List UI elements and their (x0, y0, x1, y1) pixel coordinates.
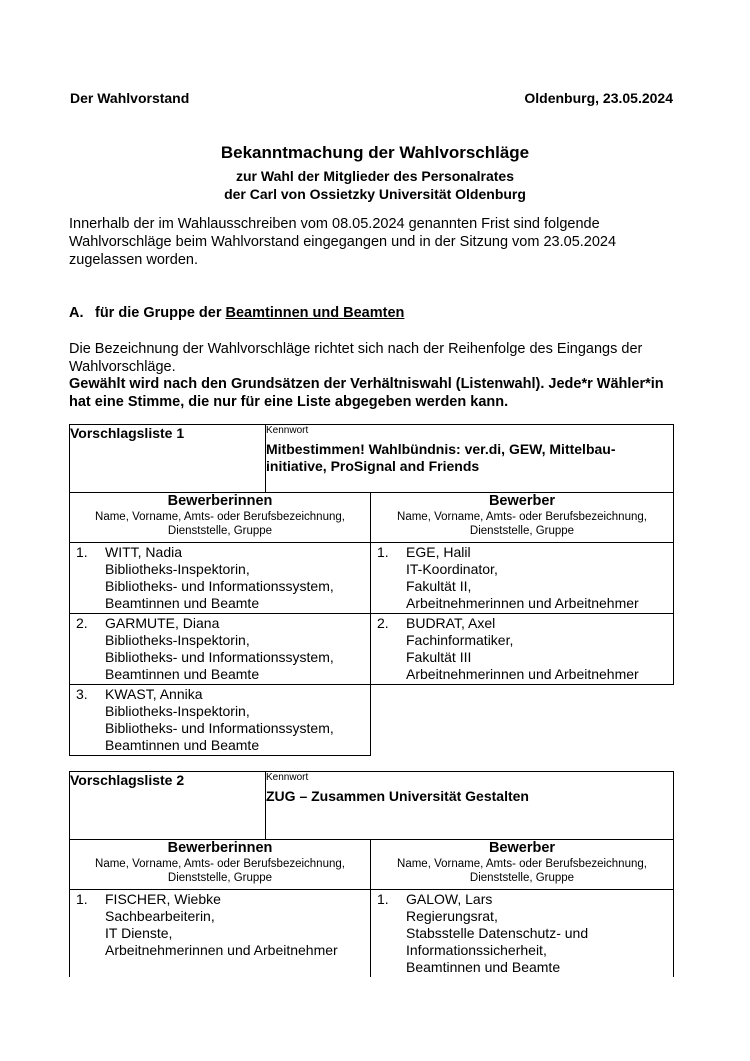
kennwort-label: Kennwort (266, 772, 309, 783)
bewerber-title: Bewerber (488, 493, 556, 509)
candidate-unit: Bibliotheks- und Informationssystem, (105, 649, 334, 665)
candidate-number: 1. (76, 544, 88, 560)
candidate-entry (70, 890, 370, 960)
kennwort-cell (266, 772, 674, 840)
candidate-number: 1. (377, 891, 389, 907)
candidate-unit: Stabsstelle Datenschutz- und Informationssicherheit, (406, 925, 589, 958)
candidate-number: 2. (377, 615, 389, 631)
section-a-heading (69, 305, 404, 321)
candidate-group: Arbeitnehmerinnen und Arbeitnehmer (105, 942, 338, 958)
section-number: A. (69, 305, 84, 321)
candidate-cell (70, 890, 371, 978)
candidate-group: Arbeitnehmerinnen und Arbeitnehmer (406, 595, 639, 611)
column-description-line-2: Dienststelle, Gruppe (167, 525, 273, 537)
bewerber-title: Bewerber (488, 840, 556, 856)
candidate-number: 3. (76, 686, 88, 702)
kennwort-value: Mitbestimmen! Wahlbündnis: ver.di, GEW, Mittelbau-initiative, ProSignal and Friends (266, 441, 616, 474)
candidate-cell (371, 614, 674, 685)
candidate-number: 2. (76, 615, 88, 631)
candidate-number: 1. (76, 891, 88, 907)
candidate-entry (70, 614, 370, 684)
candidate-number: 1. (377, 544, 389, 560)
candidate-cell (371, 543, 674, 614)
candidate-title: Bibliotheks-Inspektorin, (105, 703, 250, 719)
intro-paragraph: Innerhalb der im Wahlausschreiben vom 08.05.2024 genannten Frist sind folgende Wahlvorschläge beim Wahlvorstand eingegangen und in der Sitzung vom 23.05.2024 zugelassen worden. (69, 216, 617, 268)
candidate-title: Regierungsrat, (406, 908, 498, 924)
kennwort-value: ZUG – Zusammen Universität Gestalten (266, 788, 529, 804)
candidate-group: Beamtinnen und Beamte (105, 737, 260, 753)
candidate-title: IT-Koordinator, (406, 561, 498, 577)
column-description-line-1: Name, Vorname, Amts- oder Berufsbezeichnung, (397, 511, 647, 523)
empty-cell (371, 685, 674, 756)
place-date: Oldenburg, 23.05.2024 (524, 90, 673, 106)
candidate-cell (70, 614, 371, 685)
list-name: Vorschlagsliste 1 (70, 425, 266, 493)
candidate-title: Bibliotheks-Inspektorin, (105, 632, 250, 648)
voting-rules-paragraph: Gewählt wird nach den Grundsätzen der Verhältniswahl (Listenwahl). Jede*r Wähler*in hat eine Stimme, die nur für eine Liste abgegeben werden kann. (69, 376, 664, 410)
candidate-name: FISCHER, Wiebke (105, 891, 221, 907)
candidate-name: GALOW, Lars (406, 891, 493, 907)
candidate-name: BUDRAT, Axel (406, 615, 496, 631)
bewerberinnen-title: Bewerberinnen (167, 493, 273, 509)
subtitle-line-1: zur Wahl der Mitglieder des Personalrates (235, 168, 514, 184)
candidate-entry (70, 543, 370, 613)
proposal-list-1 (69, 424, 674, 756)
column-description-line-2: Dienststelle, Gruppe (167, 872, 273, 884)
candidate-entry (371, 543, 673, 613)
candidate-unit: IT Dienste, (105, 925, 173, 941)
candidate-cell (70, 543, 371, 614)
bewerber-header (371, 493, 674, 543)
committee-name: Der Wahlvorstand (70, 90, 190, 106)
candidate-title: Fachinformatiker, (406, 632, 514, 648)
candidate-group: Beamtinnen und Beamte (406, 959, 561, 975)
column-description-line-1: Name, Vorname, Amts- oder Berufsbezeichnung, (95, 858, 345, 870)
kennwort-label: Kennwort (266, 425, 309, 436)
candidate-group: Beamtinnen und Beamte (105, 595, 260, 611)
candidate-cell (371, 890, 674, 978)
column-description-line-2: Dienststelle, Gruppe (469, 872, 575, 884)
candidate-name: GARMUTE, Diana (105, 615, 220, 631)
bewerberinnen-header (70, 493, 371, 543)
page-title: Bekanntmachung der Wahlvorschläge (220, 143, 530, 162)
candidate-cell (70, 685, 371, 756)
candidate-title: Bibliotheks-Inspektorin, (105, 561, 250, 577)
column-description-line-1: Name, Vorname, Amts- oder Berufsbezeichnung, (397, 858, 647, 870)
candidate-title: Sachbearbeiterin, (105, 908, 215, 924)
candidate-name: KWAST, Annika (105, 686, 203, 702)
bewerber-header (371, 840, 674, 890)
section-prefix: für die Gruppe der (95, 305, 226, 321)
candidate-entry (371, 890, 673, 977)
page-subtitle (0, 167, 750, 203)
candidate-name: EGE, Halil (406, 544, 471, 560)
ordering-paragraph: Die Bezeichnung der Wahlvorschläge richtet sich nach der Reihenfolge des Eingangs der Wahlvorschläge. (69, 341, 643, 375)
proposal-list-2 (69, 771, 674, 977)
candidate-entry (70, 685, 370, 755)
candidate-unit: Bibliotheks- und Informationssystem, (105, 720, 334, 736)
list-name: Vorschlagsliste 2 (70, 772, 266, 840)
kennwort-cell (266, 425, 674, 493)
bewerberinnen-title: Bewerberinnen (167, 840, 273, 856)
candidate-entry (371, 614, 673, 684)
section-group: Beamtinnen und Beamten (225, 305, 405, 321)
candidate-group: Beamtinnen und Beamte (105, 666, 260, 682)
candidate-unit: Fakultät III (406, 649, 472, 665)
candidate-name: WITT, Nadia (105, 544, 183, 560)
column-description-line-1: Name, Vorname, Amts- oder Berufsbezeichnung, (95, 511, 345, 523)
candidate-unit: Fakultät II, (406, 578, 472, 594)
candidate-group: Arbeitnehmerinnen und Arbeitnehmer (406, 666, 639, 682)
bewerberinnen-header (70, 840, 371, 890)
column-description-line-2: Dienststelle, Gruppe (469, 525, 575, 537)
subtitle-line-2: der Carl von Ossietzky Universität Oldenburg (224, 186, 526, 202)
candidate-unit: Bibliotheks- und Informationssystem, (105, 578, 334, 594)
